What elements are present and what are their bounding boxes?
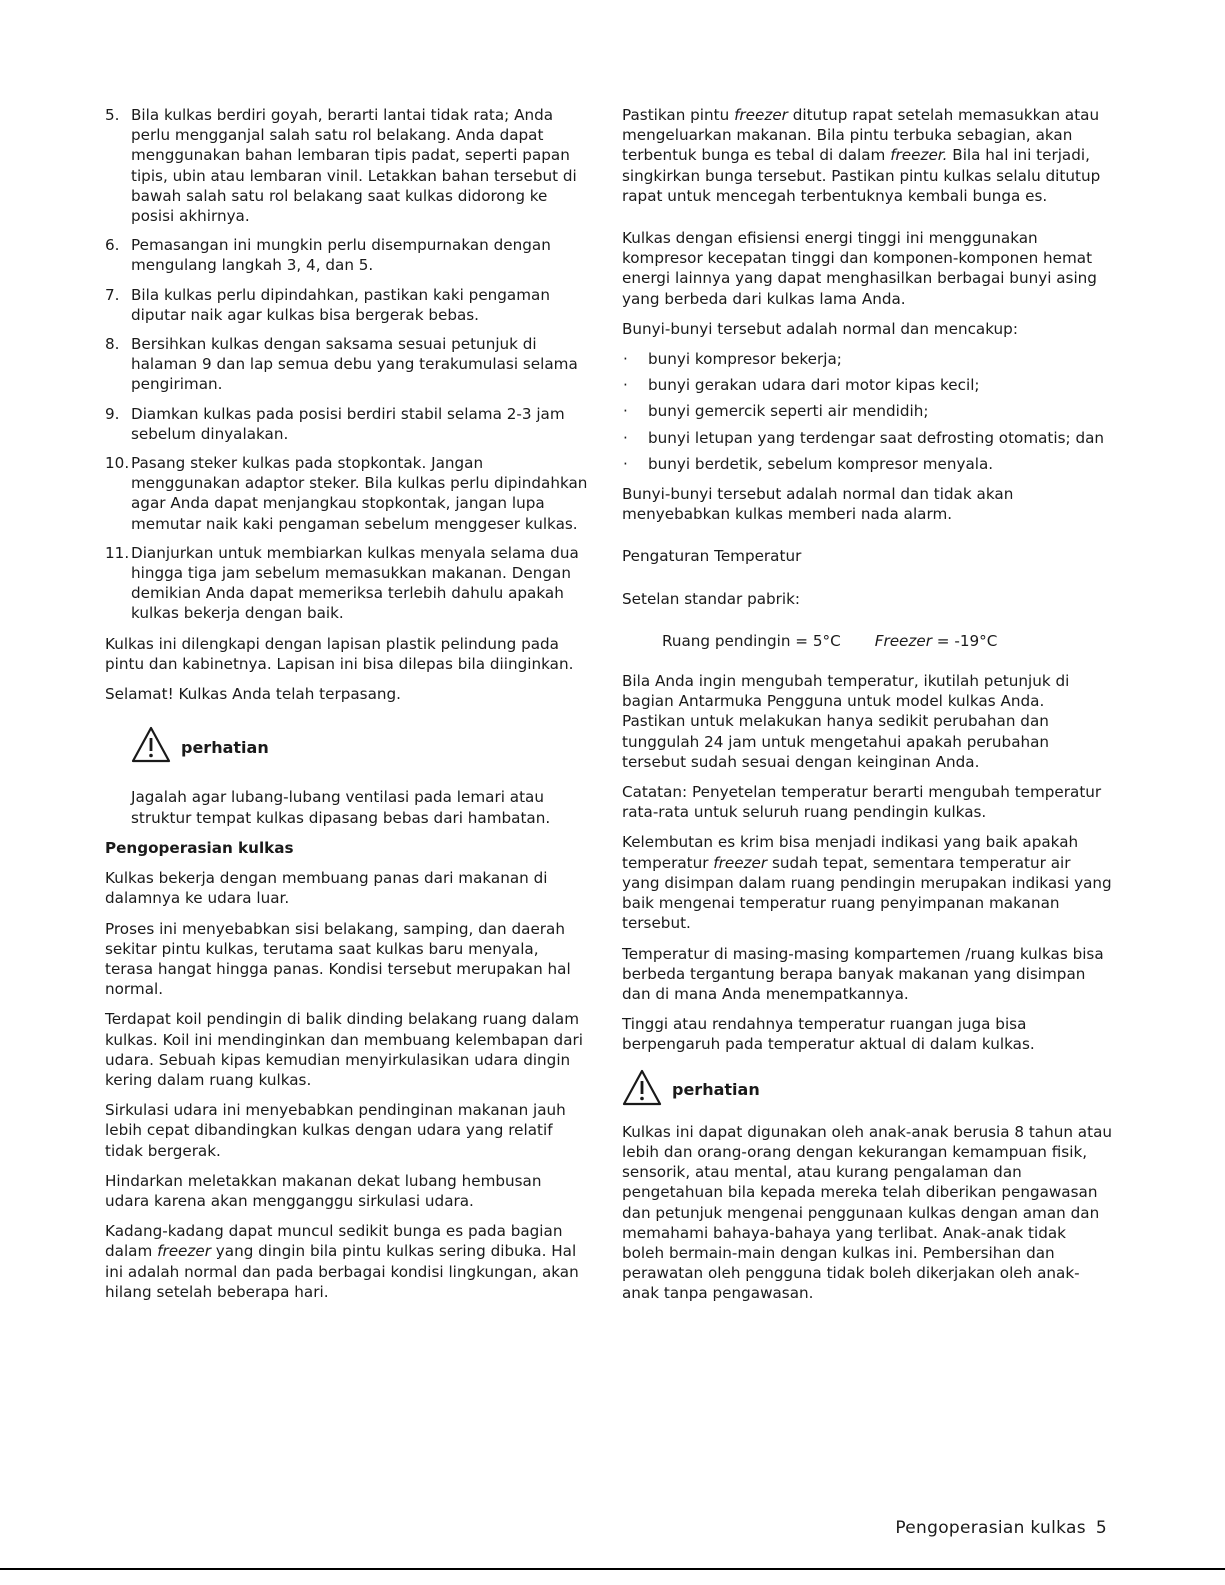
step-text: Pemasangan ini mungkin perlu disempurnakan dengan mengulang langkah 3, 4, dan 5.	[131, 236, 551, 275]
sound-list	[622, 349, 1112, 474]
bullet-icon: ·	[623, 402, 628, 421]
step-text: Bila kulkas berdiri goyah, berarti lantai tidak rata; Anda perlu mengganjal salah satu rol belakang. Anda dapat menggunakan bahan lembaran tipis padat, seperti papan tipis, ubin atau lembaran vinil. Letakkan bahan tersebut di bawah salah satu rol belakang saat kulkas didorong ke posisi akhirnya.	[131, 106, 577, 226]
text-run: yang dingin bila pintu kulkas sering dibuka. Hal ini adalah normal dan pada berbagai kondisi lingkungan, akan hilang setelah beberapa hari.	[105, 1242, 579, 1301]
page-number: 5	[1095, 1518, 1107, 1538]
step-number: 11.	[105, 543, 130, 562]
installation-steps	[105, 105, 590, 624]
bullet-icon: ·	[623, 454, 628, 473]
step-number: 6.	[105, 236, 120, 255]
warning-triangle-icon	[131, 726, 181, 769]
step-number: 9.	[105, 404, 120, 423]
step-number: 7.	[105, 285, 120, 304]
bullet-icon: ·	[623, 428, 628, 447]
warning-triangle-icon	[622, 1069, 672, 1112]
step-item	[105, 105, 590, 226]
step-text: Pasang steker kulkas pada stopkontak. Jangan menggunakan adaptor steker. Bila kulkas perlu dipindahkan agar Anda dapat menjangkau stopkontak, jangan lupa memutar naik kaki pengaman sebelum menggeser kulkas.	[131, 454, 588, 533]
paragraph-kelembutan	[622, 832, 1112, 933]
setting-freezer-label: Freezer	[874, 631, 932, 650]
step-item	[105, 404, 590, 444]
list-item	[622, 401, 1112, 421]
text-run: ditutup rapat setelah memasukkan atau mengeluarkan makanan. Bila pintu terbuka sebagian, akan terbentuk bunga es tebal di dalam	[622, 106, 1100, 165]
paragraph-pastikan	[622, 105, 1112, 206]
list-item-text: bunyi berdetik, sebelum kompresor menyala.	[648, 454, 994, 473]
text-run: Pastikan pintu	[622, 106, 735, 124]
paragraph-hindarkan: Hindarkan meletakkan makanan dekat lubang hembusan udara karena akan mengganggu sirkulasi udara.	[105, 1171, 542, 1210]
paragraph-bunyi-normal: Bunyi-bunyi tersebut adalah normal dan tidak akan menyebabkan kulkas memberi nada alarm.	[622, 485, 1014, 524]
paragraph-koil: Terdapat koil pendingin di balik dinding belakang ruang dalam kulkas. Koil ini mendinginkan dan membuang kelembapan dari udara. Sebuah kipas kemudian menyirkulasikan udara dingin kering dalam ruang kulkas.	[105, 1010, 583, 1089]
text-run: sudah tepat, sementara temperatur air yang disimpan dalam ruang pendingin merupakan indikasi yang baik mengenai temperatur ruang penyimpanan makanan tersebut.	[622, 853, 1112, 933]
paragraph-bunyi-intro: Bunyi-bunyi tersebut adalah normal dan mencakup:	[622, 319, 1018, 338]
list-item	[622, 428, 1112, 448]
step-item	[105, 334, 590, 395]
paragraph-kadang	[105, 1221, 590, 1302]
setting-fridge: Ruang pendingin = 5°C	[662, 631, 841, 650]
warning-label: perhatian	[181, 737, 269, 757]
list-item-text: bunyi gerakan udara dari motor kipas kecil;	[648, 376, 980, 395]
paragraph-proses: Proses ini menyebabkan sisi belakang, samping, dan daerah sekitar pintu kulkas, terutama saat kulkas baru menyala, terasa hangat hingga panas. Kondisi tersebut merupakan hal normal.	[105, 919, 571, 999]
paragraph-lapisan: Kulkas ini dilengkapi dengan lapisan plastik pelindung pada pintu dan kabinetnya. Lapisan ini bisa dilepas bila diinginkan.	[105, 634, 574, 673]
paragraph-pengaturan: Pengaturan Temperatur	[622, 547, 802, 566]
paragraph-ruangan: Tinggi atau rendahnya temperatur ruangan juga bisa berpengaruh pada temperatur aktual di dalam kulkas.	[622, 1015, 1035, 1054]
step-text: Bila kulkas perlu dipindahkan, pastikan kaki pengaman diputar naik agar kulkas bisa bergerak bebas.	[131, 285, 550, 324]
paragraph-anak: Kulkas ini dapat digunakan oleh anak-anak berusia 8 tahun atau lebih dan orang-orang dengan kekurangan kemampuan fisik, sensorik, atau mental, atau kurang pengalaman dan pengetahuan bila kepada mereka telah diberikan pengawasan dan petunjuk mengenai penggunaan kulkas dengan aman dan memahami bahaya-bahaya yang terlibat. Anak-anak tidak boleh bermain-main dengan kulkas ini. Pembersihan dan perawatan oleh pengguna tidak boleh dikerjakan oleh anak-anak tanpa pengawasan.	[622, 1122, 1112, 1303]
footer-section-title: Pengoperasian kulkas	[895, 1518, 1086, 1538]
section-heading: Pengoperasian kulkas	[105, 838, 294, 857]
step-text: Bersihkan kulkas dengan saksama sesuai petunjuk di halaman 9 dan lap semua debu yang terakumulasi selama pengiriman.	[131, 335, 578, 394]
bullet-icon: ·	[623, 350, 628, 369]
step-number: 8.	[105, 335, 120, 354]
paragraph-catatan: Catatan: Penyetelan temperatur berarti mengubah temperatur rata-rata untuk seluruh ruang pendingin kulkas.	[622, 783, 1102, 822]
warning-block	[105, 726, 590, 769]
paragraph-sirkulasi: Sirkulasi udara ini menyebabkan pendinginan makanan jauh lebih cepat dibandingkan kulkas dengan udara yang relatif tidak bergerak.	[105, 1101, 566, 1160]
paragraph-kompartemen: Temperatur di masing-masing kompartemen /ruang kulkas bisa berbeda tergantung berapa banyak makanan yang disimpan dan di mana Anda menempatkannya.	[622, 944, 1104, 1003]
list-item	[622, 349, 1112, 369]
setting-freezer-value: = -19°C	[931, 631, 998, 650]
text-run: Kadang-kadang dapat muncul sedikit bunga es pada bagian dalam	[105, 1222, 563, 1261]
paragraph-membuang: Kulkas bekerja dengan membuang panas dari makanan di dalamnya ke udara luar.	[105, 869, 548, 908]
list-item	[622, 454, 1112, 474]
paragraph-ventilasi: Jagalah agar lubang-lubang ventilasi pada lemari atau struktur tempat kulkas dipasang bebas dari hambatan.	[131, 788, 551, 827]
page-bottom-rule	[0, 1568, 1225, 1570]
paragraph-setelan: Setelan standar pabrik:	[622, 589, 801, 608]
text-run-italic: freezer	[734, 106, 788, 124]
text-run: Kelembutan es krim bisa menjadi indikasi yang baik apakah temperatur	[622, 833, 1079, 872]
list-item-text: bunyi kompresor bekerja;	[648, 350, 842, 369]
bullet-icon: ·	[623, 376, 628, 395]
step-item	[105, 285, 590, 325]
step-number: 5.	[105, 106, 120, 124]
text-run: Bila hal ini terjadi, singkirkan bunga tersebut. Pastikan pintu kulkas selalu ditutup rapat untuk mencegah terbentuknya kembali bunga es.	[622, 146, 1101, 205]
left-column	[105, 105, 590, 1312]
text-run-italic: freezer	[157, 1242, 211, 1261]
paragraph-efisiensi: Kulkas dengan efisiensi energi tinggi ini menggunakan kompresor kecepatan tinggi dan komponen-komponen hemat energi lainnya yang dapat menghasilkan berbagai bunyi asing yang berbeda dari kulkas lama Anda.	[622, 229, 1097, 308]
text-run-italic: freezer.	[890, 146, 948, 165]
step-item	[105, 453, 590, 534]
text-run-italic: freezer	[713, 853, 768, 872]
warning-block	[622, 1069, 1112, 1112]
step-text: Dianjurkan untuk membiarkan kulkas menyala selama dua hingga tiga jam sebelum memasukkan makanan. Dengan demikian Anda dapat memeriksa terlebih dahulu apakah kulkas bekerja dengan baik.	[131, 543, 579, 623]
list-item-text: bunyi letupan yang terdengar saat defrosting otomatis; dan	[648, 428, 1105, 447]
factory-setting	[622, 631, 1112, 651]
page-footer	[895, 1518, 1107, 1538]
step-text: Diamkan kulkas pada posisi berdiri stabil selama 2-3 jam sebelum dinyalakan.	[131, 404, 565, 443]
step-item	[105, 543, 590, 624]
right-column	[622, 105, 1112, 1314]
paragraph-selamat: Selamat! Kulkas Anda telah terpasang.	[105, 685, 401, 704]
list-item	[622, 375, 1112, 395]
step-item	[105, 235, 590, 275]
list-item-text: bunyi gemercik seperti air mendidih;	[648, 402, 929, 421]
paragraph-ubah: Bila Anda ingin mengubah temperatur, ikutilah petunjuk di bagian Antarmuka Pengguna untuk model kulkas Anda. Pastikan untuk melakukan hanya sedikit perubahan dan tunggulah 24 jam untuk mengetahui apakah perubahan tersebut sudah sesuai dengan keinginan Anda.	[622, 672, 1070, 771]
warning-label: perhatian	[672, 1080, 760, 1100]
step-number: 10.	[105, 454, 130, 473]
